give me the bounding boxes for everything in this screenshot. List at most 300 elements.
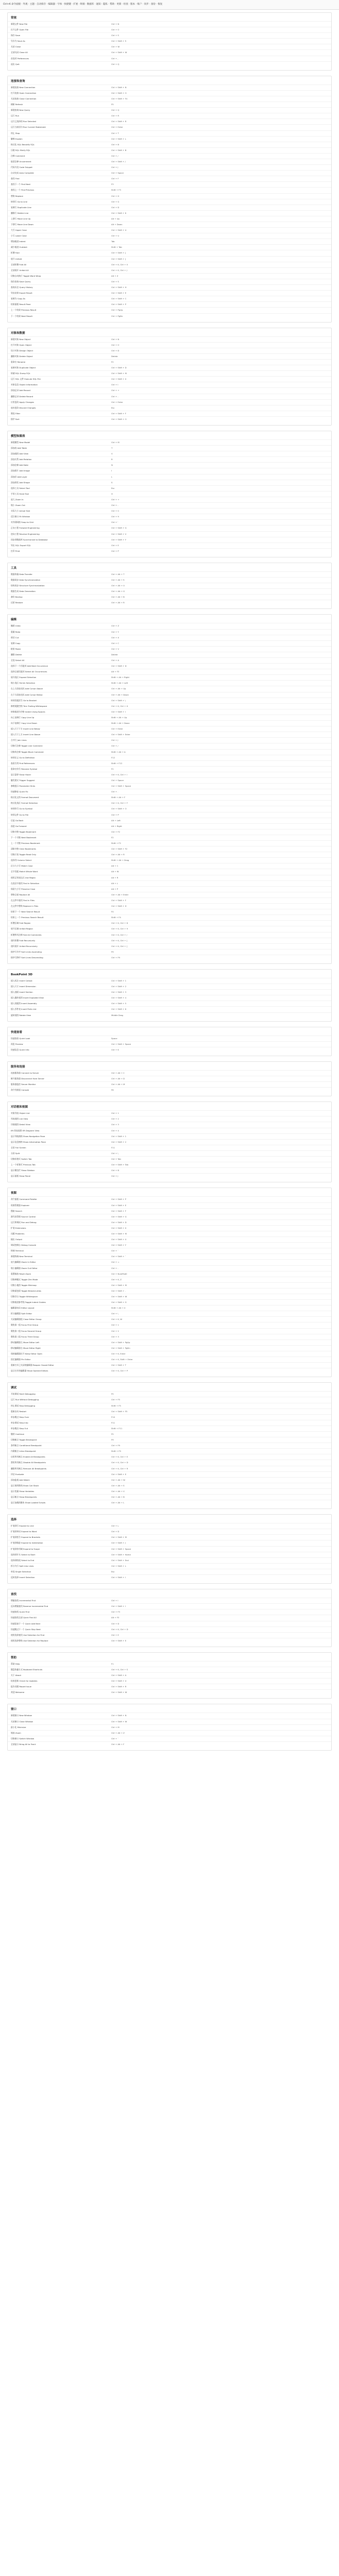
shortcut-row[interactable] <box>8 938 331 943</box>
command-label: 添加形状 Add Shape <box>11 481 30 484</box>
shortcut-row[interactable] <box>8 227 331 233</box>
shortcut-row[interactable] <box>8 1070 331 1076</box>
shortcut-row[interactable] <box>8 914 331 920</box>
shortcut-row[interactable] <box>8 1208 331 1214</box>
shortcut-row[interactable] <box>8 394 331 399</box>
shortcut-row[interactable] <box>8 273 331 279</box>
shortcut-row[interactable] <box>8 698 331 703</box>
shortcut-row[interactable] <box>8 164 331 170</box>
shortcut-row[interactable] <box>8 897 331 903</box>
shortcut-row[interactable] <box>8 1409 331 1414</box>
shortcut-row[interactable] <box>8 995 331 1001</box>
shortcut-row[interactable] <box>8 1277 331 1282</box>
shortcut-row[interactable] <box>8 1299 331 1305</box>
shortcut-row[interactable] <box>8 250 331 256</box>
shortcut-row[interactable] <box>8 1391 331 1397</box>
command-label: 复制行 Duplicate Line <box>11 206 31 209</box>
shortcut-row[interactable] <box>8 875 331 880</box>
shortcut-row[interactable] <box>8 1357 331 1362</box>
shortcut-row[interactable] <box>8 181 331 187</box>
shortcut-row[interactable] <box>8 216 331 222</box>
shortcut-row[interactable] <box>8 1552 331 1557</box>
shortcut-row[interactable] <box>8 674 331 680</box>
shortcut-row[interactable] <box>8 205 331 210</box>
shortcut-row[interactable] <box>8 823 331 829</box>
shortcut-row[interactable] <box>8 663 331 669</box>
shortcut-row[interactable] <box>8 1219 331 1225</box>
shortcut-row[interactable] <box>8 1259 331 1265</box>
shortcut-row[interactable] <box>8 1684 331 1689</box>
shortcut-row[interactable] <box>8 21 331 27</box>
shortcut-row[interactable] <box>8 720 331 726</box>
shortcut-row[interactable] <box>8 715 331 720</box>
shortcut-row[interactable] <box>8 290 331 296</box>
shortcut-row[interactable] <box>8 508 331 514</box>
shortcut-row[interactable] <box>8 537 331 543</box>
shortcut-row[interactable] <box>8 405 331 411</box>
shortcut-row[interactable] <box>8 1638 331 1643</box>
shortcut-row[interactable] <box>8 1494 331 1500</box>
shortcut-keys: F9 <box>111 1438 114 1442</box>
shortcut-row[interactable] <box>8 1368 331 1374</box>
shortcut-row[interactable] <box>8 840 331 846</box>
shortcut-row[interactable] <box>8 1334 331 1340</box>
shortcut-row[interactable] <box>8 646 331 652</box>
shortcut-keys: Ctrl + Enter <box>111 727 123 731</box>
shortcut-row[interactable] <box>8 743 331 749</box>
shortcut-keys: F2 <box>111 767 114 770</box>
shortcut-row[interactable] <box>8 301 331 307</box>
shortcut-row[interactable] <box>8 170 331 176</box>
shortcut-row[interactable] <box>8 399 331 405</box>
shortcut-row[interactable] <box>8 365 331 370</box>
shortcut-row[interactable] <box>8 1603 331 1609</box>
shortcut-row[interactable] <box>8 623 331 629</box>
shortcut-row[interactable] <box>8 38 331 44</box>
shortcut-row[interactable] <box>8 1076 331 1081</box>
shortcut-row[interactable] <box>8 686 331 691</box>
shortcut-row[interactable] <box>8 863 331 869</box>
shortcut-row[interactable] <box>8 1724 331 1730</box>
shortcut-row[interactable] <box>8 1741 331 1747</box>
shortcut-keys: Ctrl + Shift + W <box>111 1720 127 1723</box>
shortcut-row[interactable] <box>8 113 331 118</box>
shortcut-row[interactable] <box>8 491 331 497</box>
shortcut-row[interactable] <box>8 49 331 55</box>
shortcut-row[interactable] <box>8 1713 331 1718</box>
shortcut-row[interactable] <box>8 772 331 777</box>
command-label: 切换空白 Toggle Whitespace <box>11 1295 38 1298</box>
shortcut-row[interactable] <box>8 519 331 525</box>
command-label: 插入剖面 Insert Section <box>11 991 33 994</box>
shortcut-row[interactable] <box>8 267 331 273</box>
shortcut-row[interactable] <box>8 909 331 914</box>
shortcut-row[interactable] <box>8 1236 331 1242</box>
shortcut-row[interactable] <box>8 1529 331 1534</box>
shortcut-row[interactable] <box>8 336 331 342</box>
shortcut-row[interactable] <box>8 812 331 818</box>
shortcut-row[interactable] <box>8 1248 331 1253</box>
shortcut-row[interactable] <box>8 577 331 583</box>
shortcut-row[interactable] <box>8 583 331 588</box>
shortcut-row[interactable] <box>8 1678 331 1684</box>
command-label: 同步到数据库 Synchronize to Database <box>11 538 48 541</box>
shortcut-row[interactable] <box>8 1523 331 1529</box>
shortcut-row[interactable] <box>8 480 331 485</box>
shortcut-row[interactable] <box>8 1460 331 1465</box>
shortcut-row[interactable] <box>8 903 331 909</box>
shortcut-row[interactable] <box>8 835 331 840</box>
shortcut-row[interactable] <box>8 1162 331 1167</box>
shortcut-row[interactable] <box>8 353 331 359</box>
shortcut-row[interactable] <box>8 514 331 519</box>
shortcut-row[interactable] <box>8 1471 331 1477</box>
shortcut-row[interactable] <box>8 222 331 227</box>
shortcut-row[interactable] <box>8 130 331 136</box>
shortcut-keys: Ctrl + Shift + 2 <box>111 985 126 988</box>
shortcut-row[interactable] <box>8 159 331 164</box>
shortcut-row[interactable] <box>8 485 331 491</box>
shortcut-row[interactable] <box>8 262 331 267</box>
shortcut-row[interactable] <box>8 439 331 445</box>
shortcut-row[interactable] <box>8 153 331 159</box>
shortcut-row[interactable] <box>8 502 331 508</box>
shortcut-row[interactable] <box>8 1282 331 1288</box>
shortcut-keys: Ctrl + Alt + Up <box>111 687 126 690</box>
shortcut-row[interactable] <box>8 984 331 989</box>
shortcut-row[interactable] <box>8 818 331 823</box>
shortcut-keys: Ctrl + NumPad0 <box>111 1272 127 1275</box>
shortcut-row[interactable] <box>8 451 331 456</box>
shortcut-row[interactable] <box>8 1672 331 1678</box>
shortcut-row[interactable] <box>8 1557 331 1563</box>
shortcut-row[interactable] <box>8 387 331 393</box>
shortcut-row[interactable] <box>8 1271 331 1277</box>
shortcut-row[interactable] <box>8 926 331 931</box>
shortcut-row[interactable] <box>8 525 331 531</box>
command-label: 对齐到网格 Snap to Grid <box>11 521 33 524</box>
shortcut-row[interactable] <box>8 474 331 480</box>
shortcut-row[interactable] <box>8 531 331 537</box>
command-label: 保持编辑器打开 Keep Editor Open <box>11 1352 42 1355</box>
shortcut-row[interactable] <box>8 955 331 960</box>
shortcut-row[interactable] <box>8 600 331 605</box>
shortcut-row[interactable] <box>8 462 331 468</box>
shortcut-row[interactable] <box>8 1311 331 1316</box>
command-label: 增加缩进 Indent <box>11 240 26 243</box>
shortcut-keys: Ctrl + M <box>111 441 120 444</box>
shortcut-row[interactable] <box>8 497 331 502</box>
shortcut-row[interactable] <box>8 147 331 153</box>
shortcut-row[interactable] <box>8 920 331 926</box>
shortcut-row[interactable] <box>8 1443 331 1448</box>
shortcut-row[interactable] <box>8 256 331 262</box>
shortcut-row[interactable] <box>8 1328 331 1334</box>
shortcut-row[interactable] <box>8 857 331 863</box>
command-label: 结构同步 Structure Synchronization <box>11 584 45 587</box>
command-label: 替换 Replace <box>11 194 23 197</box>
shortcut-row[interactable] <box>8 1196 331 1202</box>
shortcut-row[interactable] <box>8 1351 331 1357</box>
shortcut-row[interactable] <box>8 703 331 709</box>
shortcut-row[interactable] <box>8 1294 331 1299</box>
shortcut-row[interactable] <box>8 456 331 462</box>
shortcut-row[interactable] <box>8 1719 331 1724</box>
shortcut-row[interactable] <box>8 1448 331 1454</box>
shortcut-row[interactable] <box>8 468 331 473</box>
shortcut-row[interactable] <box>8 978 331 984</box>
shortcut-row[interactable] <box>8 233 331 239</box>
shortcut-row[interactable] <box>8 1420 331 1426</box>
shortcut-row[interactable] <box>8 869 331 874</box>
shortcut-row[interactable] <box>8 1661 331 1667</box>
shortcut-row[interactable] <box>8 1001 331 1006</box>
shortcut-row[interactable] <box>8 652 331 657</box>
shortcut-keys: Ctrl + Shift + U <box>111 1238 127 1241</box>
shortcut-row[interactable] <box>8 932 331 938</box>
shortcut-row[interactable] <box>8 1288 331 1294</box>
shortcut-row[interactable] <box>8 1345 331 1351</box>
shortcut-row[interactable] <box>8 1598 331 1603</box>
shortcut-row[interactable] <box>8 1316 331 1322</box>
command-label: 转到符号 Go to Symbol <box>11 807 33 810</box>
shortcut-row[interactable] <box>8 749 331 755</box>
command-label: 重新启动 Restart <box>11 1410 27 1413</box>
shortcut-row[interactable] <box>8 548 331 554</box>
shortcut-row[interactable] <box>8 370 331 376</box>
shortcut-row[interactable] <box>8 411 331 416</box>
shortcut-row[interactable] <box>8 1667 331 1672</box>
shortcut-row[interactable] <box>8 806 331 811</box>
shortcut-row[interactable] <box>8 1139 331 1145</box>
command-label: 快速修复 Quick Fix <box>11 790 28 793</box>
shortcut-row[interactable] <box>8 142 331 147</box>
shortcut-row[interactable] <box>8 32 331 38</box>
shortcut-row[interactable] <box>8 1145 331 1150</box>
shortcut-row[interactable] <box>8 1322 331 1328</box>
shortcut-row[interactable] <box>8 1437 331 1443</box>
shortcut-row[interactable] <box>8 307 331 313</box>
section-title: 帮助 <box>11 1656 17 1659</box>
shortcut-row[interactable] <box>8 1431 331 1437</box>
shortcut-keys: Ctrl + G <box>111 200 120 203</box>
shortcut-row[interactable] <box>8 1540 331 1546</box>
shortcut-row[interactable] <box>8 1340 331 1345</box>
shortcut-row[interactable] <box>8 1500 331 1505</box>
shortcut-row[interactable] <box>8 892 331 897</box>
shortcut-row[interactable] <box>8 1173 331 1179</box>
shortcut-row[interactable] <box>8 669 331 674</box>
shortcut-row[interactable] <box>8 680 331 686</box>
shortcut-row[interactable] <box>8 692 331 698</box>
shortcut-row[interactable] <box>8 348 331 353</box>
shortcut-row[interactable] <box>8 709 331 715</box>
shortcut-row[interactable] <box>8 989 331 995</box>
shortcut-keys: Ctrl + Shift + Y <box>111 1244 126 1247</box>
shortcut-row[interactable] <box>8 1047 331 1053</box>
shortcut-keys: Ctrl + Shift + I <box>111 1576 126 1579</box>
shortcut-row[interactable] <box>8 852 331 857</box>
shortcut-row[interactable] <box>8 1081 331 1087</box>
shortcut-row[interactable] <box>8 210 331 216</box>
shortcut-row[interactable] <box>8 1305 331 1311</box>
shortcut-row[interactable] <box>8 1621 331 1626</box>
shortcut-row[interactable] <box>8 1087 331 1093</box>
shortcut-row[interactable] <box>8 1466 331 1471</box>
shortcut-row[interactable] <box>8 199 331 205</box>
shortcut-row[interactable] <box>8 56 331 61</box>
shortcut-row[interactable] <box>8 1414 331 1420</box>
shortcut-row[interactable] <box>8 244 331 250</box>
shortcut-row[interactable] <box>8 27 331 32</box>
shortcut-section <box>7 1652 332 1699</box>
shortcut-row[interactable] <box>8 571 331 577</box>
shortcut-row[interactable] <box>8 1477 331 1483</box>
shortcut-row[interactable] <box>8 1231 331 1236</box>
shortcut-row[interactable] <box>8 1116 331 1122</box>
shortcut-row[interactable] <box>8 1167 331 1173</box>
command-label: 新建文件 New File <box>11 23 28 25</box>
shortcut-row[interactable] <box>8 1730 331 1736</box>
command-label: 增量查找 Incremental Find <box>11 1599 36 1602</box>
shortcut-row[interactable] <box>8 118 331 124</box>
command-label: 另存为 Save As <box>11 40 25 43</box>
shortcut-row[interactable] <box>8 1426 331 1431</box>
shortcut-keys: Ctrl + L <box>111 1524 119 1528</box>
command-label: 条件断点 Conditional Breakpoint <box>11 1444 42 1447</box>
shortcut-row[interactable] <box>8 44 331 49</box>
command-label: 拆分编辑器 Split Editor <box>11 1312 32 1315</box>
shortcut-row[interactable] <box>8 61 331 67</box>
shortcut-row[interactable] <box>8 1041 331 1047</box>
shortcut-row[interactable] <box>8 1110 331 1116</box>
command-label: 粘贴 Paste <box>11 647 21 650</box>
shortcut-row[interactable] <box>8 1133 331 1139</box>
shortcut-row[interactable] <box>8 629 331 635</box>
shortcut-row[interactable] <box>8 1609 331 1615</box>
shortcut-row[interactable] <box>8 284 331 290</box>
shortcut-row[interactable] <box>8 1534 331 1540</box>
shortcut-row[interactable] <box>8 124 331 130</box>
shortcut-keys: Ctrl + Shift + J <box>111 1541 126 1545</box>
shortcut-row[interactable] <box>8 1214 331 1219</box>
shortcut-row[interactable] <box>8 640 331 646</box>
shortcut-row[interactable] <box>8 296 331 301</box>
shortcut-row[interactable] <box>8 193 331 199</box>
shortcut-row[interactable] <box>8 783 331 789</box>
shortcut-row[interactable] <box>8 635 331 640</box>
shortcut-row[interactable] <box>8 107 331 113</box>
shortcut-row[interactable] <box>8 846 331 852</box>
shortcut-row[interactable] <box>8 1397 331 1402</box>
shortcut-row[interactable] <box>8 1736 331 1741</box>
shortcut-row[interactable] <box>8 657 331 663</box>
shortcut-row[interactable] <box>8 588 331 594</box>
shortcut-row[interactable] <box>8 376 331 382</box>
shortcut-keys: Ctrl + W <box>111 45 120 48</box>
shortcut-keys: Ctrl + - <box>111 395 118 398</box>
shortcut-row[interactable] <box>8 1036 331 1041</box>
shortcut-row[interactable] <box>8 1689 331 1695</box>
shortcut-row[interactable] <box>8 732 331 737</box>
shortcut-row[interactable] <box>8 594 331 600</box>
shortcut-row[interactable] <box>8 1362 331 1368</box>
shortcut-section <box>7 1061 332 1096</box>
shortcut-row[interactable] <box>8 1012 331 1018</box>
shortcut-row[interactable] <box>8 800 331 806</box>
shortcut-keys: Ctrl + K, Ctrl + E <box>111 1455 128 1459</box>
shortcut-row[interactable] <box>8 1483 331 1488</box>
shortcut-row[interactable] <box>8 313 331 319</box>
shortcut-row[interactable] <box>8 1128 331 1133</box>
shortcut-row[interactable] <box>8 1403 331 1409</box>
shortcut-row[interactable] <box>8 1006 331 1012</box>
shortcut-row[interactable] <box>8 726 331 732</box>
shortcut-row[interactable] <box>8 1202 331 1208</box>
shortcut-row[interactable] <box>8 789 331 794</box>
shortcut-row[interactable] <box>8 1225 331 1231</box>
shortcut-row[interactable] <box>8 777 331 783</box>
shortcut-row[interactable] <box>8 445 331 451</box>
shortcut-row[interactable] <box>8 1265 331 1271</box>
shortcut-row[interactable] <box>8 176 331 181</box>
command-label: 关于 About <box>11 1674 22 1677</box>
shortcut-row[interactable] <box>8 880 331 886</box>
shortcut-row[interactable] <box>8 1150 331 1156</box>
shortcut-keys: Ctrl + Shift + 6 <box>111 1008 126 1011</box>
command-label: 命令列界面 Console <box>11 1089 29 1092</box>
shortcut-row[interactable] <box>8 760 331 766</box>
shortcut-row[interactable] <box>8 359 331 365</box>
shortcut-row[interactable] <box>8 1122 331 1127</box>
shortcut-row[interactable] <box>8 187 331 193</box>
shortcut-row[interactable] <box>8 1488 331 1494</box>
shortcut-row[interactable] <box>8 949 331 955</box>
shortcut-row[interactable] <box>8 279 331 284</box>
shortcut-row[interactable] <box>8 342 331 348</box>
shortcut-row[interactable] <box>8 416 331 422</box>
shortcut-row[interactable] <box>8 1156 331 1162</box>
shortcut-row[interactable] <box>8 943 331 949</box>
shortcut-row[interactable] <box>8 90 331 96</box>
shortcut-row[interactable] <box>8 1615 331 1620</box>
shortcut-row[interactable] <box>8 886 331 892</box>
shortcut-row[interactable] <box>8 382 331 387</box>
shortcut-row[interactable] <box>8 794 331 800</box>
shortcut-row[interactable] <box>8 737 331 743</box>
shortcut-row[interactable] <box>8 766 331 772</box>
shortcut-row[interactable] <box>8 1454 331 1460</box>
shortcut-row[interactable] <box>8 1546 331 1552</box>
shortcut-row[interactable] <box>8 1574 331 1580</box>
shortcut-row[interactable] <box>8 239 331 244</box>
shortcut-row[interactable] <box>8 1569 331 1574</box>
shortcut-row[interactable] <box>8 829 331 835</box>
shortcut-row[interactable] <box>8 84 331 90</box>
shortcut-row[interactable] <box>8 1632 331 1638</box>
shortcut-row[interactable] <box>8 101 331 107</box>
shortcut-row[interactable] <box>8 1253 331 1259</box>
shortcut-row[interactable] <box>8 136 331 142</box>
shortcut-row[interactable] <box>8 1563 331 1569</box>
shortcut-row[interactable] <box>8 1242 331 1248</box>
shortcut-row[interactable] <box>8 1626 331 1632</box>
shortcut-row[interactable] <box>8 96 331 101</box>
shortcut-keys: Shift + Alt + Up <box>111 716 127 719</box>
shortcut-keys: Ctrl + K, Ctrl + X <box>111 704 128 707</box>
shortcut-row[interactable] <box>8 755 331 760</box>
shortcut-row[interactable] <box>8 543 331 548</box>
